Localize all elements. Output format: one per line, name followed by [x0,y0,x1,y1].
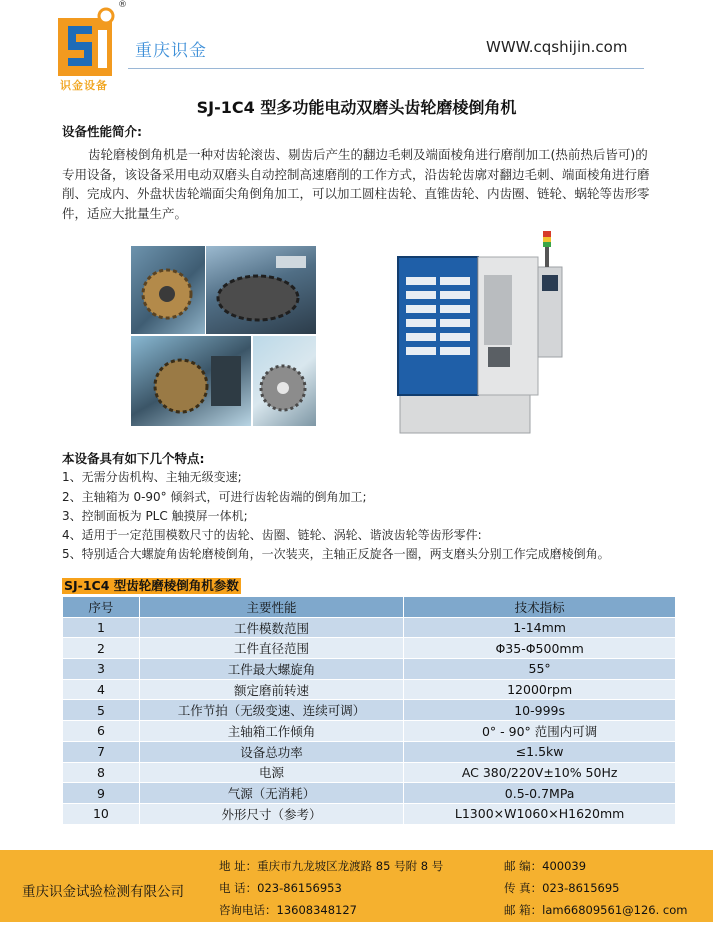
row-spec: Φ35-Φ500mm [404,638,676,659]
row-number: 4 [63,679,140,700]
row-spec: 10-999s [404,700,676,721]
row-spec: L1300×W1060×H1620mm [404,803,676,824]
row-feature: 主轴箱工作倾角 [139,721,403,742]
table-row [63,741,676,762]
footer-company: 重庆识金试验检测有限公司 [22,884,184,900]
logo-caption: 识金设备 [60,79,108,92]
feature-item: 4、适用于一定范围模数尺寸的齿轮、齿圈、链轮、涡轮、谐波齿轮等齿形零件: [62,528,482,543]
gear-photo-4 [253,336,316,426]
machine-photo [394,227,564,437]
params-table [62,596,676,825]
footer-address: 地 址：重庆市九龙坡区龙渡路 85 号附 8 号 [219,859,444,873]
row-feature: 工件最大螺旋角 [139,659,403,680]
row-feature: 外形尺寸（参考） [139,803,403,824]
footer-bottom-margin [0,922,713,938]
footer-email[interactable]: 邮 箱：lam66809561@126. com [504,903,688,917]
feature-item: 2、主轴箱为 0-90° 倾斜式，可进行齿轮齿端的倒角加工; [62,489,367,504]
gear-photo-2 [206,246,316,334]
column-header-feature: 主要性能 [139,597,403,618]
table-row [63,700,676,721]
row-number: 7 [63,741,140,762]
website-link[interactable]: WWW.cqshijin.com [486,38,628,56]
table-row [63,617,676,638]
column-header-spec: 技术指标 [404,597,676,618]
document-title: SJ-1C4 型多功能电动双磨头齿轮磨棱倒角机 [196,98,517,117]
row-feature: 工件直径范围 [139,638,403,659]
brand-name: 重庆识金 [135,41,207,61]
gear-photo-1 [131,246,205,334]
table-row [63,721,676,742]
intro-heading: 设备性能简介: [62,124,142,139]
row-number: 6 [63,721,140,742]
row-spec: 0° - 90° 范围内可调 [404,721,676,742]
row-number: 3 [63,659,140,680]
row-feature: 电源 [139,762,403,783]
row-feature: 工作节拍（无级变速、连续可调） [139,700,403,721]
table-row [63,638,676,659]
table-row [63,803,676,824]
row-spec: 1-14mm [404,617,676,638]
features-section [62,449,662,565]
row-spec: 12000rpm [404,679,676,700]
footer-fax: 传 真：023-8615695 [504,881,620,895]
params-table-caption: SJ-1C4 型齿轮磨棱倒角机参数 [64,578,239,593]
row-spec: 55° [404,659,676,680]
table-row [63,679,676,700]
features-heading: 本设备具有如下几个特点: [62,451,205,466]
row-feature: 气源（无消耗） [139,783,403,804]
row-number: 9 [63,783,140,804]
gear-photo-3 [131,336,251,426]
table-row [63,762,676,783]
footer-phone: 电 话：023-86156953 [219,881,342,895]
column-header-no: 序号 [63,597,140,618]
row-number: 1 [63,617,140,638]
company-logo [58,6,126,76]
registered-mark: ® [118,0,127,10]
row-feature: 额定磨前转速 [139,679,403,700]
row-number: 10 [63,803,140,824]
row-number: 8 [63,762,140,783]
table-row [63,783,676,804]
footer-consult-phone: 咨询电话：13608348127 [219,903,357,917]
row-number: 2 [63,638,140,659]
intro-paragraph: 齿轮磨棱倒角机是一种对齿轮滚齿、剔齿后产生的翻边毛刺及端面棱角进行磨削加工(热前热后皆可)的专用设备，该设备采用电动双磨头自动控制高速磨削的工作方式，沿齿轮齿廓对翻边毛刺、端面棱角进行磨削、完成内、外盘状齿轮端面尖角倒角加工，可以加工圆柱齿轮、直锥齿轮、内齿圈、链轮、蜗轮等齿形零件，适应大批量生产。 [62,147,650,221]
feature-item: 1、无需分齿机构、主轴无级变速; [62,470,242,485]
row-spec: AC 380/220V±10% 50Hz [404,762,676,783]
table-header-row [63,597,676,618]
header-divider [128,68,644,69]
table-row [63,659,676,680]
feature-item: 5、特别适合大螺旋角齿轮磨棱倒角，一次装夹，主轴正反旋各一圈，两支磨头分别工作完成磨棱倒角。 [62,547,610,562]
row-feature: 工件模数范围 [139,617,403,638]
row-feature: 设备总功率 [139,741,403,762]
row-spec: ≤1.5kw [404,741,676,762]
row-spec: 0.5-0.7MPa [404,783,676,804]
row-number: 5 [63,700,140,721]
feature-item: 3、控制面板为 PLC 触摸屏一体机; [62,508,248,523]
footer-postcode: 邮 编：400039 [504,859,587,873]
